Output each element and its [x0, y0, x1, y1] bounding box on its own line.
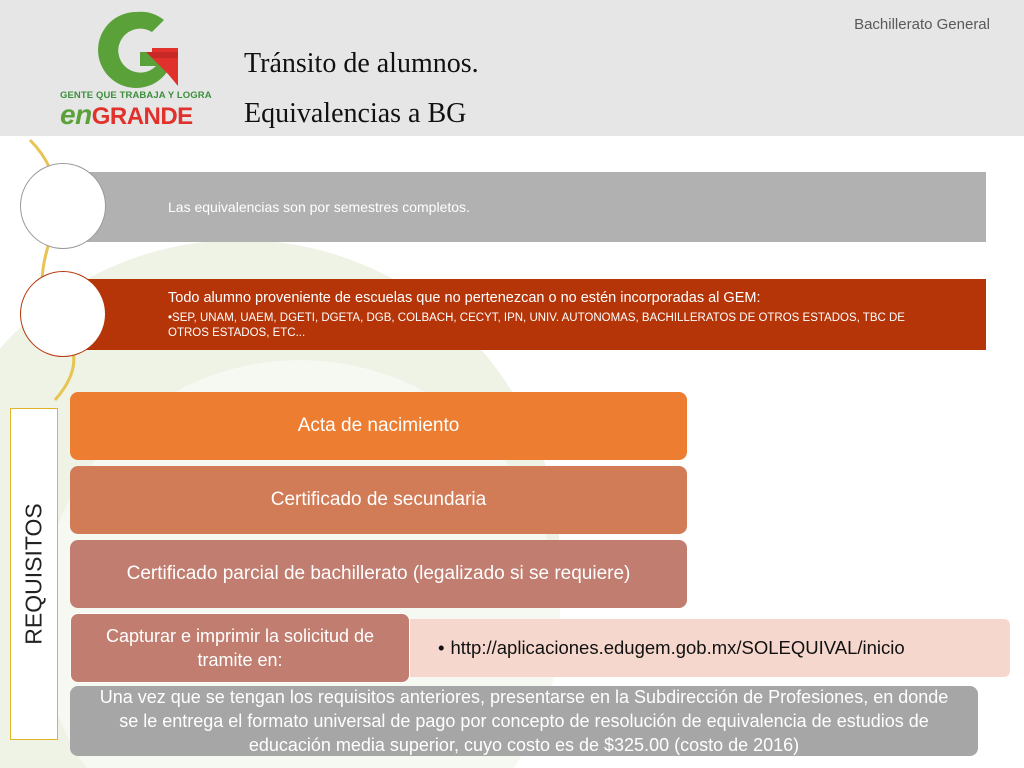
header-section-label: Bachillerato General [854, 16, 990, 33]
capture-request-item: Capturar e imprimir la solicitud de tramite en: [70, 613, 410, 683]
info-item2-text: Todo alumno proveniente de escuelas que no pertenezcan o no estén incorporadas al GEM: [168, 290, 761, 306]
info-bullet-circle [20, 163, 106, 249]
header-band [0, 0, 1024, 136]
page-title-line1: Tránsito de alumnos. [244, 48, 479, 79]
logo-tagline: GENTE QUE TRABAJA Y LOGRA [60, 90, 212, 101]
info-bar-schools [64, 279, 986, 350]
requisitos-label: REQUISITOS [20, 503, 47, 645]
requirement-item: Acta de nacimiento [70, 392, 687, 460]
info-item2-subtext: •SEP, UNAM, UAEM, DGETI, DGETA, DGB, COLBACH, CECYT, IPN, UNIV. AUTONOMAS, BACHILLERATOS DE OTROS ESTADOS, TBC DE OTROS ESTADOS, ETC... [168, 312, 905, 339]
info-bar-semesters [64, 172, 986, 242]
logo-wordmark [60, 100, 193, 132]
solequival-url-box [386, 619, 1010, 677]
requirement-item: Certificado parcial de bachillerato (legalizado si se requiere) [70, 540, 687, 608]
final-instructions: Una vez que se tengan los requisitos anteriores, presentarse en la Subdirección de Profesiones, en donde se le entrega el formato universal de pago por concepto de resolución de equivalencia de estudios de educación media superior, cuyo costo es de $325.00 (costo de 2016) [70, 686, 978, 756]
bullet-icon: • [438, 637, 445, 658]
page-title-line2: Equivalencias a BG [244, 98, 467, 129]
gem-logo [60, 8, 212, 130]
info-item1-text: Las equivalencias son por semestres completos. [168, 199, 470, 215]
solequival-link[interactable]: http://aplicaciones.edugem.gob.mx/SOLEQUIVAL/inicio [450, 637, 905, 658]
requirement-item: Certificado de secundaria [70, 466, 687, 534]
logo-word-grande: GRANDE [91, 103, 193, 130]
logo-word-en: en [60, 99, 92, 130]
g-logo-icon [60, 8, 212, 92]
info-bullet-circle [20, 271, 106, 357]
